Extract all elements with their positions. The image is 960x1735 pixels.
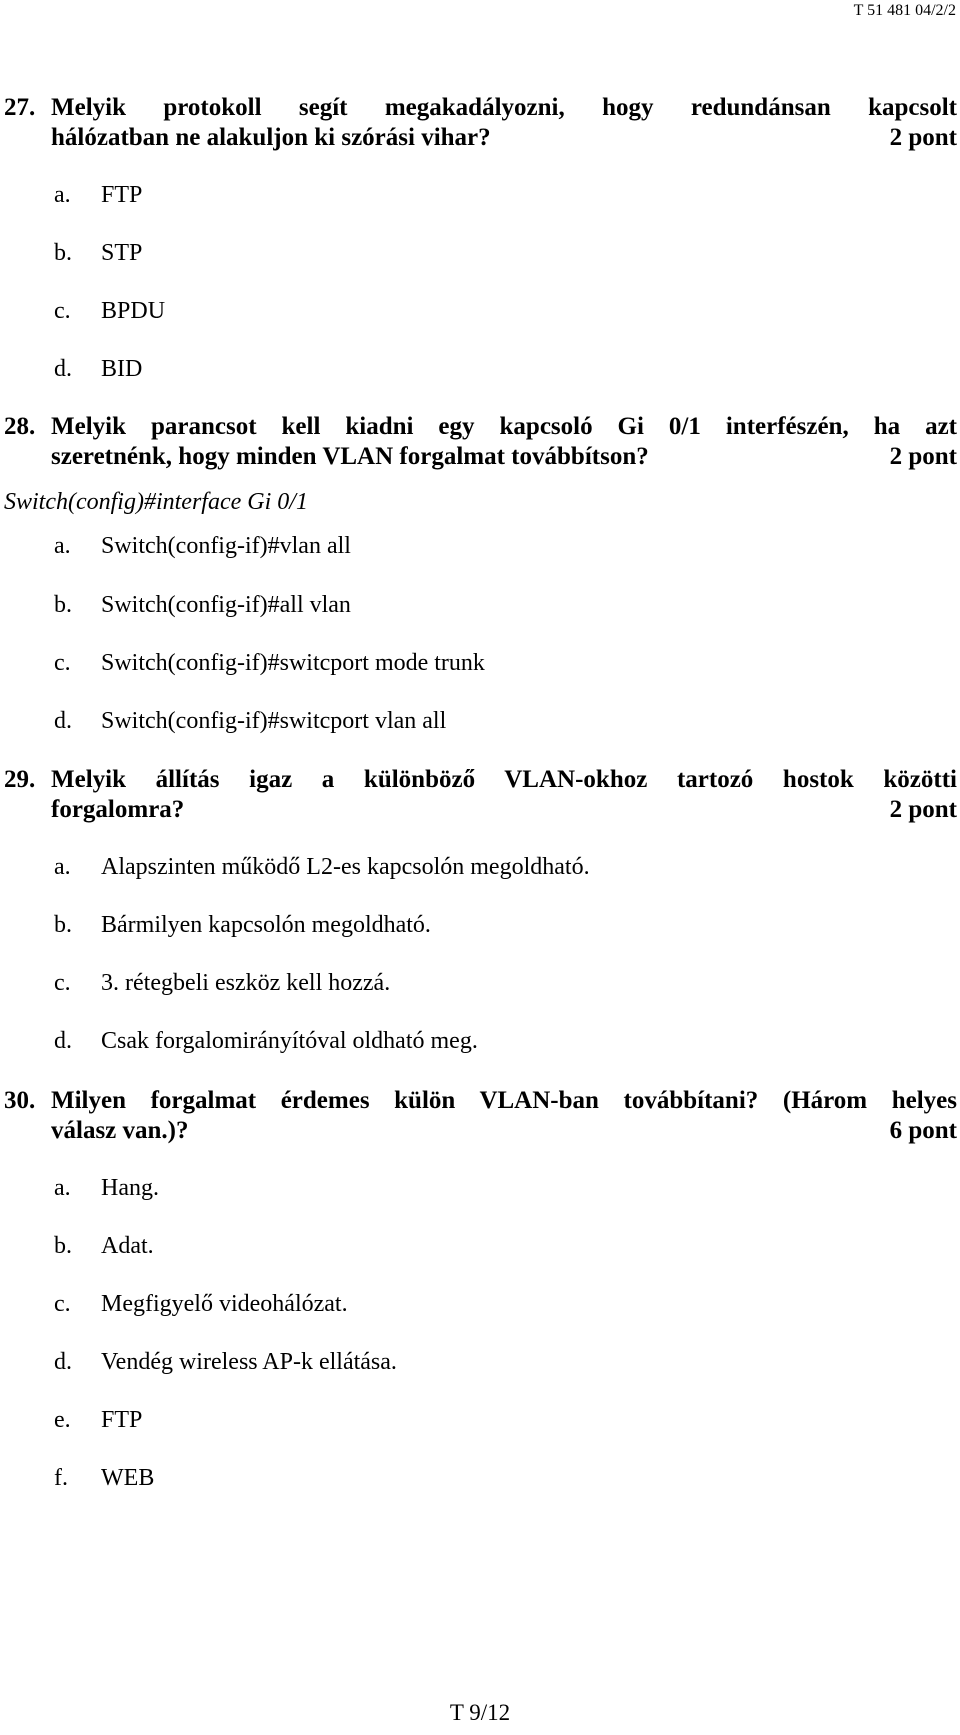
question-30: [4, 1086, 957, 1146]
answer-option: [54, 1289, 348, 1319]
option-text: 3. rétegbeli eszköz kell hozzá.: [101, 970, 391, 996]
answer-option: [54, 354, 142, 384]
question-points: 2 pont: [889, 124, 957, 151]
answer-option: [54, 1173, 159, 1203]
question-number: 30.: [4, 1087, 36, 1114]
answer-option: [54, 1463, 154, 1493]
option-text: FTP: [101, 1407, 143, 1433]
command-prefix: Switch(config)#interface Gi 0/1: [4, 489, 308, 515]
question-text-line1: Milyen forgalmat érdemes külön VLAN-ban továbbítani? (Három helyes: [51, 1087, 957, 1114]
option-letter: d.: [54, 1028, 72, 1054]
option-text: STP: [101, 240, 143, 266]
answer-option: [54, 238, 142, 268]
question-points: 2 pont: [889, 443, 957, 470]
option-letter: d.: [54, 356, 72, 382]
option-letter: a.: [54, 182, 71, 208]
answer-option: [54, 1026, 478, 1056]
option-text: BID: [101, 356, 143, 382]
option-text: Adat.: [101, 1233, 154, 1259]
option-text: WEB: [101, 1465, 155, 1491]
answer-option: [54, 1405, 142, 1435]
option-letter: b.: [54, 240, 72, 266]
option-letter: e.: [54, 1407, 71, 1433]
option-text: Switch(config-if)#switcport mode trunk: [101, 650, 485, 676]
answer-option: [54, 531, 351, 561]
question-text-line1: Melyik protokoll segít megakadályozni, hogy redundánsan kapcsolt: [51, 94, 957, 121]
option-letter: c.: [54, 298, 71, 324]
document-code: T 51 481 04/2/2: [853, 2, 956, 19]
answer-option: [54, 852, 590, 882]
question-27: [4, 93, 957, 153]
option-letter: c.: [54, 650, 71, 676]
answer-option: [54, 590, 351, 620]
question-points: 2 pont: [889, 796, 957, 823]
question-points: 6 pont: [889, 1117, 957, 1144]
question-text-line2: forgalomra?: [51, 796, 185, 823]
question-text-line1: Melyik állítás igaz a különböző VLAN-okhoz tartozó hostok közötti: [51, 766, 957, 793]
option-letter: d.: [54, 708, 72, 734]
answer-option: [54, 1231, 154, 1261]
option-text: FTP: [101, 182, 143, 208]
question-text-line2: hálózatban ne alakuljon ki szórási vihar?: [51, 124, 491, 151]
answer-option: [54, 968, 390, 998]
option-letter: c.: [54, 1291, 71, 1317]
answer-option: [54, 648, 485, 678]
answer-option: [54, 180, 142, 210]
option-text: Bármilyen kapcsolón megoldható.: [101, 912, 431, 938]
option-text: Alapszinten működő L2-es kapcsolón megoldható.: [101, 854, 590, 880]
page-number: T 9/12: [449, 1700, 511, 1725]
option-letter: c.: [54, 970, 71, 996]
answer-option: [54, 296, 165, 326]
question-text-line1: Melyik parancsot kell kiadni egy kapcsoló Gi 0/1 interfészén, ha azt: [51, 413, 957, 440]
option-letter: b.: [54, 912, 72, 938]
option-letter: a.: [54, 1175, 71, 1201]
option-text: Csak forgalomirányítóval oldható meg.: [101, 1028, 478, 1054]
answer-option: [54, 1347, 397, 1377]
answer-option: [54, 706, 446, 736]
option-letter: d.: [54, 1349, 72, 1375]
question-28: [4, 412, 957, 472]
option-letter: f.: [54, 1465, 68, 1491]
question-number: 27.: [4, 94, 36, 121]
option-letter: b.: [54, 592, 72, 618]
option-letter: a.: [54, 533, 71, 559]
option-letter: b.: [54, 1233, 72, 1259]
question-number: 28.: [4, 413, 36, 440]
option-text: Vendég wireless AP-k ellátása.: [101, 1349, 397, 1375]
option-text: Switch(config-if)#vlan all: [101, 533, 351, 559]
option-text: Switch(config-if)#all vlan: [101, 592, 351, 618]
answer-option: [54, 910, 431, 940]
question-text-line2: válasz van.)?: [51, 1117, 189, 1144]
option-text: BPDU: [101, 298, 166, 324]
question-29: [4, 765, 957, 825]
question-text-line2: szeretnénk, hogy minden VLAN forgalmat továbbítson?: [51, 443, 649, 470]
option-letter: a.: [54, 854, 71, 880]
option-text: Megfigyelő videohálózat.: [101, 1291, 348, 1317]
question-number: 29.: [4, 766, 36, 793]
option-text: Hang.: [101, 1175, 159, 1201]
option-text: Switch(config-if)#switcport vlan all: [101, 708, 447, 734]
